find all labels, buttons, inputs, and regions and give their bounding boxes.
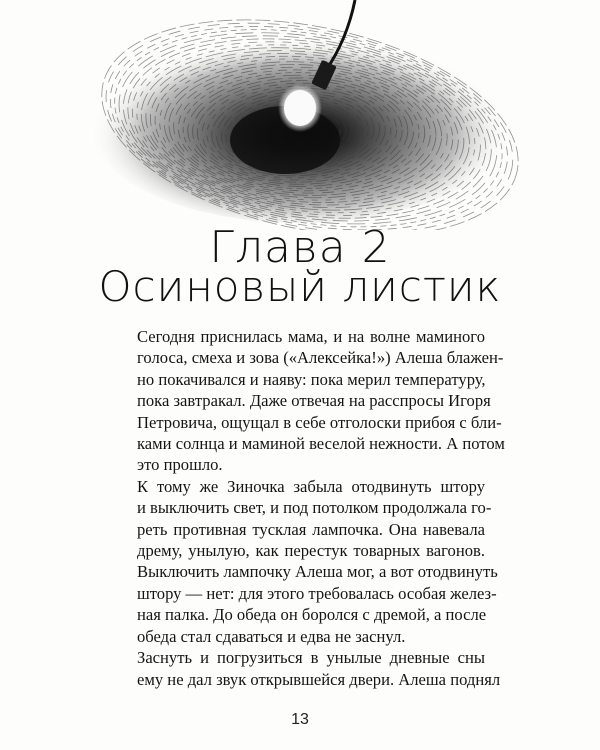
light-bulb-vortex-illustration — [0, 0, 600, 230]
paragraph — [115, 326, 505, 476]
text-line: голоса, смеха и зова («Алексейка!») Алеша блажен- — [137, 348, 504, 368]
text-line: Сегодня приснилась мама, и на волне маминого — [137, 327, 485, 346]
text-line: но покачивался и наяву: пока мерил температуру, — [137, 369, 486, 389]
text-line: пока завтракал. Даже отвечая на расспросы Игоря — [137, 391, 491, 411]
text-line: К тому же Зиночка забыла отодвинуть штору — [137, 476, 485, 496]
text-line: реть противная тусклая лампочка. Она навевала — [137, 519, 485, 539]
text-line: ная палка. До обеда он боролся с дремой, а после — [137, 605, 487, 625]
text-line: ками солнца и маминой веселой нежности. А потом — [137, 434, 505, 454]
paragraph — [115, 647, 501, 690]
text-line: это прошло. — [137, 455, 223, 475]
page-number: 13 — [291, 711, 309, 728]
text-line: Заснуть и погрузиться в унылые дневные сны — [137, 648, 485, 668]
text-line: Выключить лампочку Алеша мог, а вот отодвинуть — [137, 562, 498, 582]
text-line: ему не дал звук открывшейся двери. Алеша поднял — [137, 669, 501, 689]
text-line: и выключить свет, и под потолком продолжала го- — [137, 498, 492, 518]
text-line: дрему, унылую, как перестук товарных вагонов. — [137, 541, 485, 561]
paragraph — [115, 476, 498, 647]
text-line: штору — нет: для этого требовалась особая желез- — [137, 583, 497, 603]
chapter-number: Глава 2 — [209, 222, 391, 273]
body-text — [115, 326, 505, 690]
text-line: Петровича, ощущал в себе отголоски прибоя с бли- — [137, 412, 502, 432]
text-line: обеда стал сдаваться и едва не заснул. — [137, 626, 406, 646]
chapter-title: Осиновый листик — [98, 262, 502, 311]
